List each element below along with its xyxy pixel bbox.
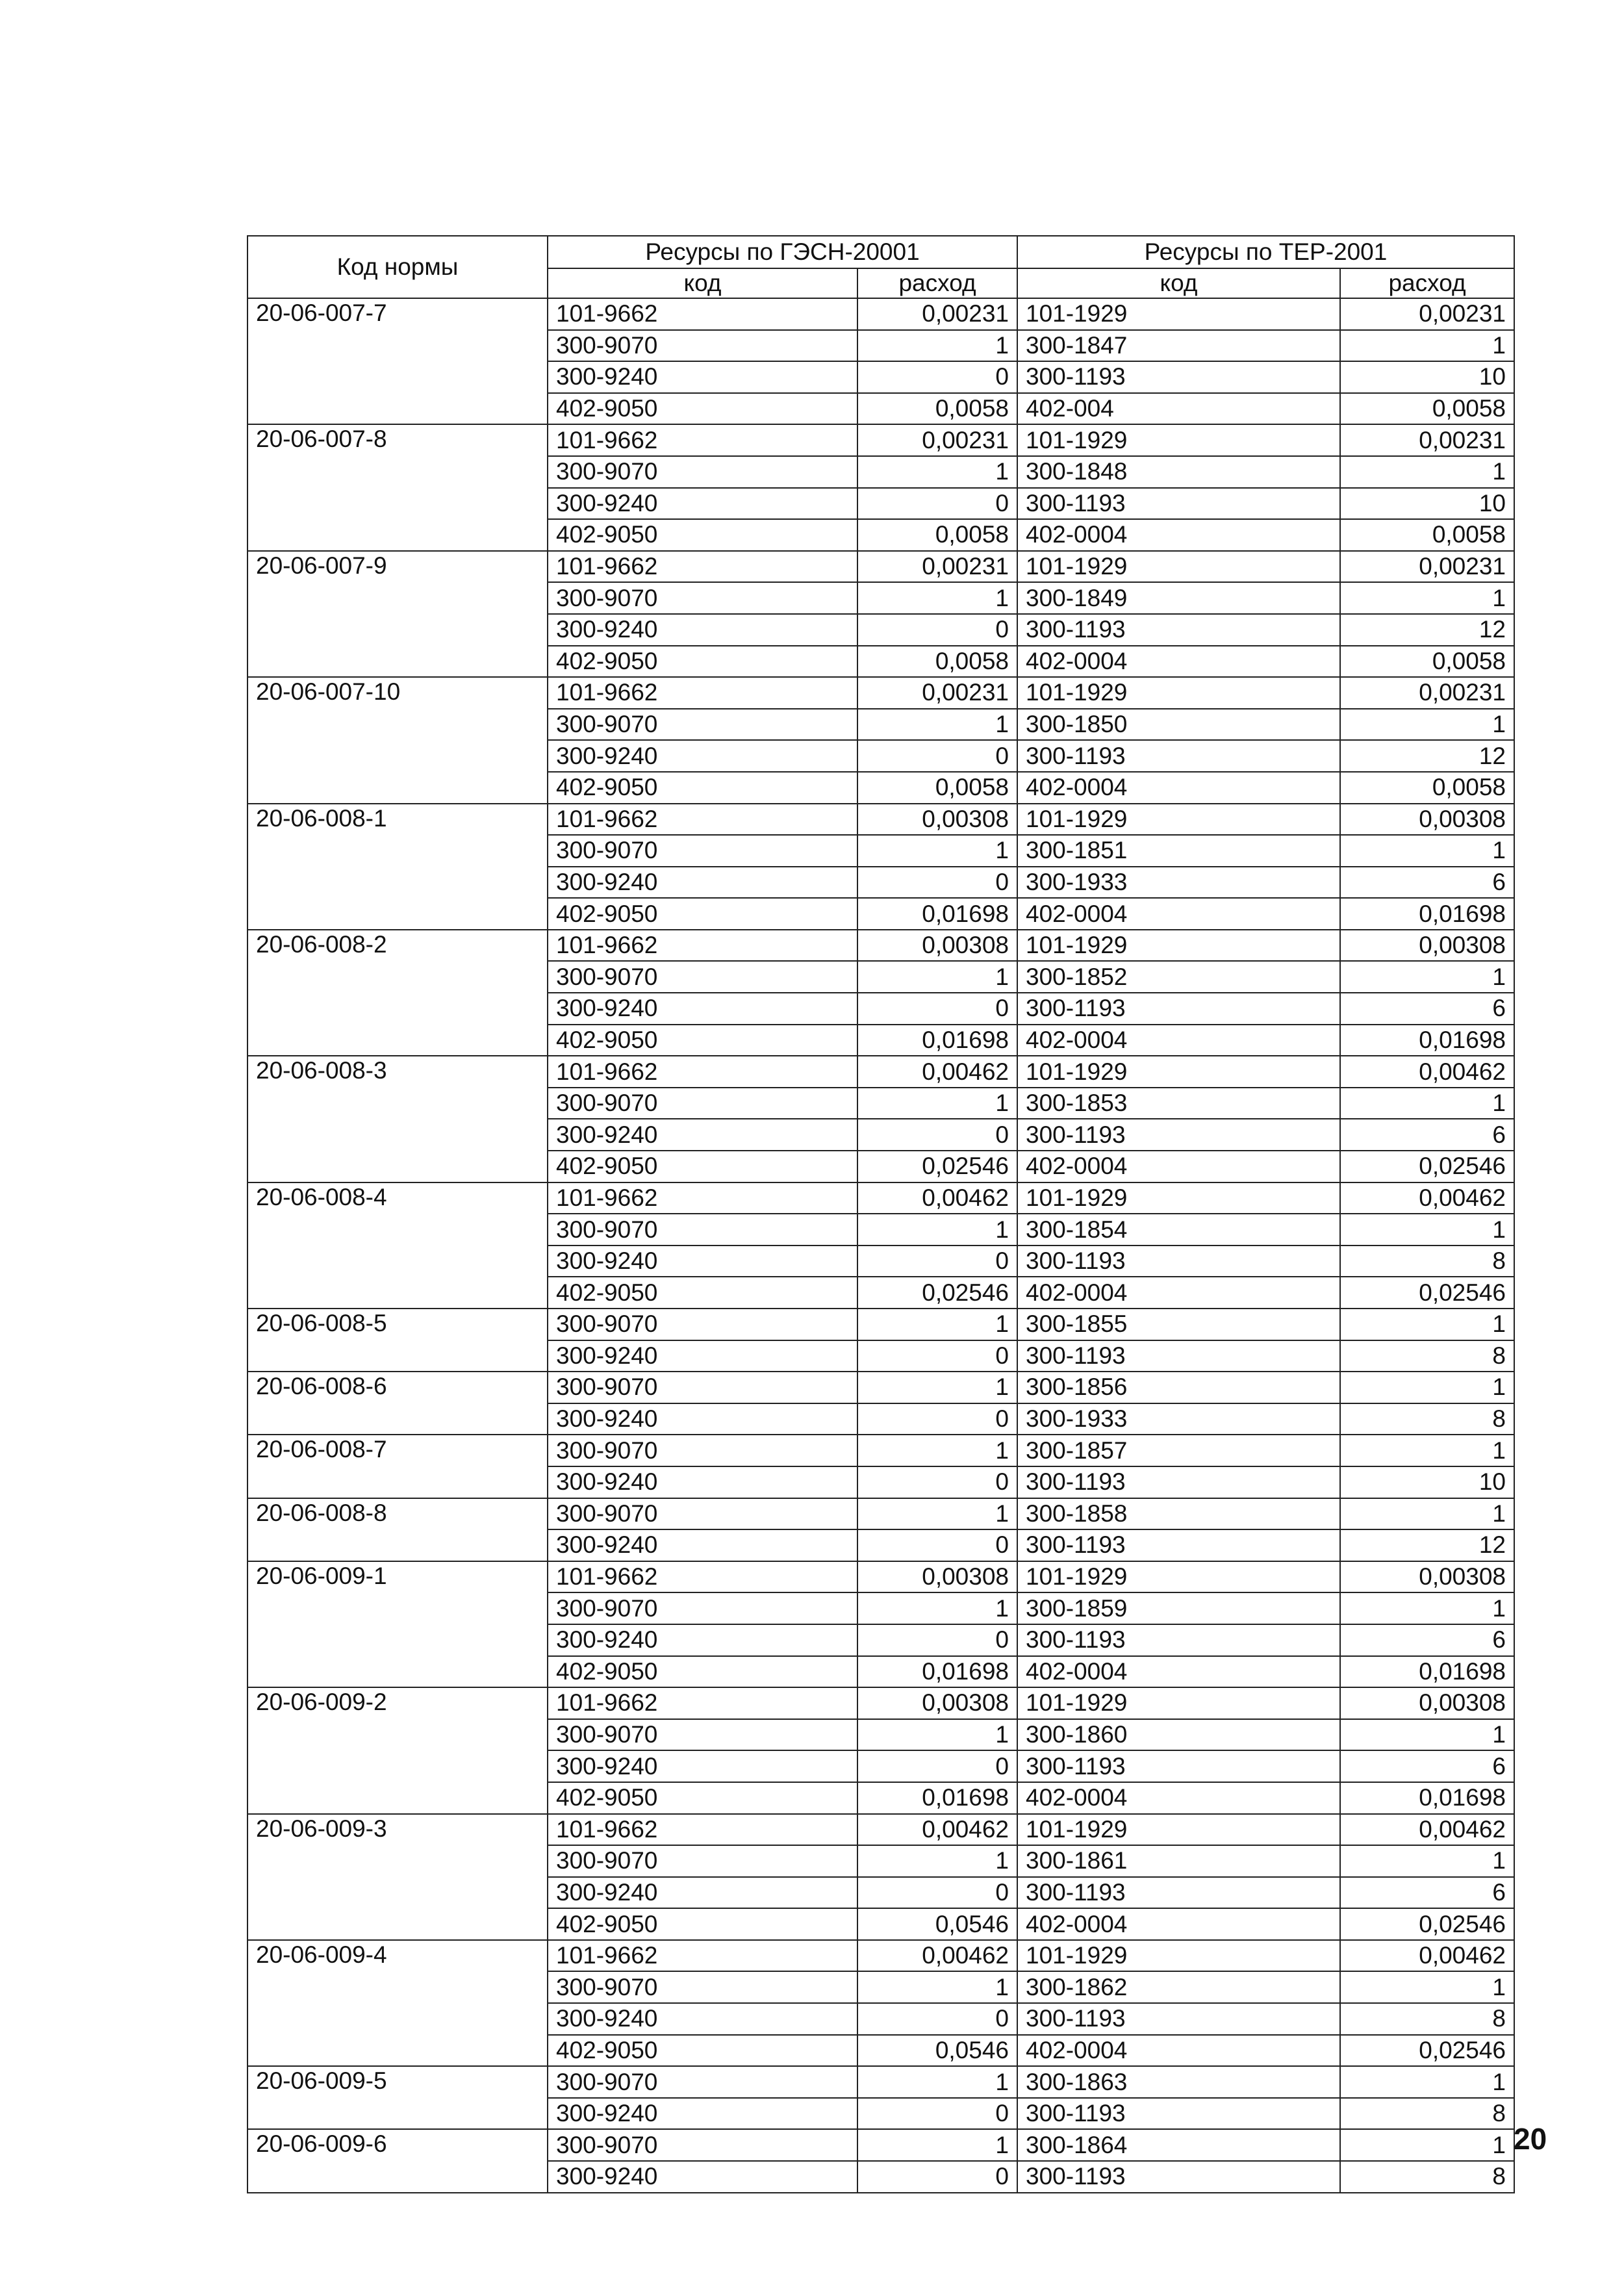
gesn-consumption-cell: 1 bbox=[857, 1214, 1017, 1246]
ter-consumption-cell: 1 bbox=[1340, 1214, 1514, 1246]
norm-code-cell: 20-06-009-2 bbox=[247, 1687, 548, 1813]
gesn-code-cell: 300-9240 bbox=[548, 1750, 857, 1782]
gesn-code-cell: 101-9662 bbox=[548, 424, 857, 456]
ter-consumption-cell: 8 bbox=[1340, 2161, 1514, 2193]
ter-consumption-cell: 12 bbox=[1340, 614, 1514, 646]
gesn-consumption-cell: 0 bbox=[857, 2161, 1017, 2193]
gesn-code-cell: 101-9662 bbox=[548, 1182, 857, 1214]
ter-consumption-cell: 8 bbox=[1340, 1403, 1514, 1435]
ter-code-cell: 300-1193 bbox=[1017, 1624, 1340, 1656]
gesn-code-cell: 300-9070 bbox=[548, 1971, 857, 2003]
gesn-consumption-cell: 1 bbox=[857, 1088, 1017, 1119]
gesn-code-cell: 300-9240 bbox=[548, 2003, 857, 2035]
gesn-code-cell: 300-9240 bbox=[548, 2161, 857, 2193]
gesn-code-cell: 300-9070 bbox=[548, 1435, 857, 1466]
norm-code-cell: 20-06-009-3 bbox=[247, 1814, 548, 1940]
gesn-code-cell: 101-9662 bbox=[548, 298, 857, 330]
gesn-consumption-cell: 1 bbox=[857, 1498, 1017, 1530]
table-row bbox=[247, 1940, 1514, 1972]
gesn-consumption-cell: 0,00462 bbox=[857, 1056, 1017, 1088]
ter-code-cell: 300-1853 bbox=[1017, 1088, 1340, 1119]
gesn-consumption-cell: 0 bbox=[857, 1750, 1017, 1782]
ter-code-cell: 300-1859 bbox=[1017, 1592, 1340, 1624]
ter-consumption-cell: 6 bbox=[1340, 1750, 1514, 1782]
gesn-code-cell: 402-9050 bbox=[548, 519, 857, 551]
gesn-consumption-cell: 0,0546 bbox=[857, 1908, 1017, 1940]
gesn-code-cell: 101-9662 bbox=[548, 930, 857, 962]
gesn-consumption-cell: 0,01698 bbox=[857, 898, 1017, 930]
gesn-code-cell: 402-9050 bbox=[548, 898, 857, 930]
gesn-consumption-cell: 0 bbox=[857, 993, 1017, 1025]
table-row bbox=[247, 298, 1514, 330]
ter-consumption-cell: 0,01698 bbox=[1340, 1025, 1514, 1056]
norm-code-cell: 20-06-009-5 bbox=[247, 2066, 548, 2129]
gesn-code-cell: 300-9070 bbox=[548, 835, 857, 867]
ter-code-cell: 101-1929 bbox=[1017, 551, 1340, 583]
ter-consumption-cell: 0,0058 bbox=[1340, 646, 1514, 678]
ter-consumption-cell: 8 bbox=[1340, 2003, 1514, 2035]
ter-code-cell: 300-1856 bbox=[1017, 1372, 1340, 1403]
ter-consumption-cell: 0,00462 bbox=[1340, 1814, 1514, 1846]
ter-code-cell: 300-1193 bbox=[1017, 1340, 1340, 1372]
ter-code-cell: 101-1929 bbox=[1017, 424, 1340, 456]
gesn-code-cell: 402-9050 bbox=[548, 646, 857, 678]
gesn-code-cell: 300-9240 bbox=[548, 993, 857, 1025]
gesn-consumption-cell: 0,01698 bbox=[857, 1025, 1017, 1056]
ter-code-cell: 101-1929 bbox=[1017, 677, 1340, 709]
gesn-consumption-cell: 0 bbox=[857, 1877, 1017, 1909]
gesn-consumption-cell: 1 bbox=[857, 1309, 1017, 1340]
ter-consumption-cell: 1 bbox=[1340, 1372, 1514, 1403]
header-ter-resources: Ресурсы по ТЕР-2001 bbox=[1017, 236, 1514, 268]
ter-code-cell: 402-0004 bbox=[1017, 519, 1340, 551]
ter-code-cell: 101-1929 bbox=[1017, 1940, 1340, 1972]
ter-code-cell: 300-1852 bbox=[1017, 961, 1340, 993]
table-row bbox=[247, 1372, 1514, 1403]
ter-code-cell: 300-1850 bbox=[1017, 709, 1340, 741]
gesn-code-cell: 402-9050 bbox=[548, 1277, 857, 1309]
ter-consumption-cell: 0,02546 bbox=[1340, 2035, 1514, 2067]
header-ter-code: код bbox=[1017, 268, 1340, 298]
ter-consumption-cell: 0,01698 bbox=[1340, 1782, 1514, 1814]
ter-consumption-cell: 0,00308 bbox=[1340, 804, 1514, 836]
ter-code-cell: 402-0004 bbox=[1017, 646, 1340, 678]
ter-consumption-cell: 1 bbox=[1340, 1309, 1514, 1340]
ter-code-cell: 402-0004 bbox=[1017, 1908, 1340, 1940]
ter-consumption-cell: 8 bbox=[1340, 1340, 1514, 1372]
gesn-code-cell: 101-9662 bbox=[548, 1056, 857, 1088]
gesn-consumption-cell: 0,00308 bbox=[857, 1687, 1017, 1719]
norm-code-cell: 20-06-007-7 bbox=[247, 298, 548, 424]
ter-consumption-cell: 0,0058 bbox=[1340, 772, 1514, 804]
norm-code-cell: 20-06-007-10 bbox=[247, 677, 548, 803]
gesn-consumption-cell: 0,0058 bbox=[857, 772, 1017, 804]
gesn-code-cell: 300-9070 bbox=[548, 456, 857, 488]
page-number: 20 bbox=[1514, 2122, 1547, 2156]
ter-consumption-cell: 0,00462 bbox=[1340, 1182, 1514, 1214]
ter-consumption-cell: 12 bbox=[1340, 740, 1514, 772]
ter-consumption-cell: 0,01698 bbox=[1340, 898, 1514, 930]
gesn-consumption-cell: 0,00462 bbox=[857, 1940, 1017, 1972]
ter-consumption-cell: 0,00308 bbox=[1340, 930, 1514, 962]
gesn-code-cell: 101-9662 bbox=[548, 1814, 857, 1846]
ter-consumption-cell: 0,01698 bbox=[1340, 1656, 1514, 1688]
gesn-code-cell: 300-9070 bbox=[548, 330, 857, 362]
gesn-consumption-cell: 0 bbox=[857, 2003, 1017, 2035]
ter-code-cell: 101-1929 bbox=[1017, 1056, 1340, 1088]
gesn-consumption-cell: 0,00231 bbox=[857, 677, 1017, 709]
ter-consumption-cell: 0,02546 bbox=[1340, 1277, 1514, 1309]
ter-consumption-cell: 0,00231 bbox=[1340, 298, 1514, 330]
ter-consumption-cell: 6 bbox=[1340, 1877, 1514, 1909]
ter-code-cell: 300-1861 bbox=[1017, 1845, 1340, 1877]
ter-consumption-cell: 0,02546 bbox=[1340, 1908, 1514, 1940]
ter-consumption-cell: 10 bbox=[1340, 1466, 1514, 1498]
ter-code-cell: 101-1929 bbox=[1017, 930, 1340, 962]
ter-code-cell: 300-1848 bbox=[1017, 456, 1340, 488]
ter-consumption-cell: 1 bbox=[1340, 1435, 1514, 1466]
gesn-code-cell: 402-9050 bbox=[548, 772, 857, 804]
ter-code-cell: 402-0004 bbox=[1017, 898, 1340, 930]
gesn-code-cell: 402-9050 bbox=[548, 1151, 857, 1182]
gesn-consumption-cell: 0 bbox=[857, 1466, 1017, 1498]
gesn-code-cell: 101-9662 bbox=[548, 1561, 857, 1593]
ter-consumption-cell: 6 bbox=[1340, 1119, 1514, 1151]
ter-consumption-cell: 8 bbox=[1340, 1246, 1514, 1277]
gesn-consumption-cell: 0,0058 bbox=[857, 519, 1017, 551]
ter-code-cell: 300-1847 bbox=[1017, 330, 1340, 362]
ter-code-cell: 101-1929 bbox=[1017, 1182, 1340, 1214]
ter-consumption-cell: 0,00231 bbox=[1340, 677, 1514, 709]
ter-code-cell: 300-1855 bbox=[1017, 1309, 1340, 1340]
ter-consumption-cell: 0,00231 bbox=[1340, 424, 1514, 456]
ter-consumption-cell: 6 bbox=[1340, 1624, 1514, 1656]
norm-code-cell: 20-06-008-1 bbox=[247, 804, 548, 930]
gesn-code-cell: 101-9662 bbox=[548, 1687, 857, 1719]
gesn-consumption-cell: 1 bbox=[857, 709, 1017, 741]
norm-code-cell: 20-06-007-8 bbox=[247, 424, 548, 550]
ter-consumption-cell: 1 bbox=[1340, 709, 1514, 741]
ter-code-cell: 300-1193 bbox=[1017, 614, 1340, 646]
ter-code-cell: 300-1193 bbox=[1017, 1246, 1340, 1277]
ter-consumption-cell: 10 bbox=[1340, 361, 1514, 393]
gesn-consumption-cell: 0,00231 bbox=[857, 551, 1017, 583]
ter-code-cell: 300-1858 bbox=[1017, 1498, 1340, 1530]
ter-consumption-cell: 1 bbox=[1340, 1845, 1514, 1877]
gesn-consumption-cell: 0,01698 bbox=[857, 1782, 1017, 1814]
gesn-code-cell: 402-9050 bbox=[548, 1908, 857, 1940]
norm-code-cell: 20-06-008-3 bbox=[247, 1056, 548, 1182]
ter-consumption-cell: 1 bbox=[1340, 1971, 1514, 2003]
gesn-consumption-cell: 1 bbox=[857, 2066, 1017, 2098]
header-norm-code: Код нормы bbox=[247, 236, 548, 298]
ter-consumption-cell: 0,02546 bbox=[1340, 1151, 1514, 1182]
ter-consumption-cell: 1 bbox=[1340, 835, 1514, 867]
gesn-consumption-cell: 0,00308 bbox=[857, 930, 1017, 962]
gesn-consumption-cell: 0,00308 bbox=[857, 804, 1017, 836]
ter-code-cell: 101-1929 bbox=[1017, 298, 1340, 330]
table-body bbox=[247, 298, 1514, 2193]
norm-code-cell: 20-06-008-8 bbox=[247, 1498, 548, 1561]
gesn-consumption-cell: 0,00308 bbox=[857, 1561, 1017, 1593]
gesn-consumption-cell: 1 bbox=[857, 2129, 1017, 2161]
ter-code-cell: 300-1933 bbox=[1017, 1403, 1340, 1435]
ter-consumption-cell: 1 bbox=[1340, 2129, 1514, 2161]
gesn-consumption-cell: 0,0546 bbox=[857, 2035, 1017, 2067]
ter-code-cell: 402-0004 bbox=[1017, 1277, 1340, 1309]
gesn-consumption-cell: 1 bbox=[857, 330, 1017, 362]
resources-table bbox=[247, 235, 1515, 2193]
ter-code-cell: 300-1849 bbox=[1017, 582, 1340, 614]
table-row bbox=[247, 930, 1514, 962]
gesn-code-cell: 300-9070 bbox=[548, 1088, 857, 1119]
table-row bbox=[247, 1435, 1514, 1466]
gesn-consumption-cell: 1 bbox=[857, 1372, 1017, 1403]
header-gesn-consumption: расход bbox=[857, 268, 1017, 298]
table-row bbox=[247, 551, 1514, 583]
gesn-consumption-cell: 0,00462 bbox=[857, 1182, 1017, 1214]
table-row bbox=[247, 424, 1514, 456]
norm-code-cell: 20-06-009-1 bbox=[247, 1561, 548, 1687]
gesn-consumption-cell: 0 bbox=[857, 488, 1017, 520]
ter-consumption-cell: 0,00462 bbox=[1340, 1940, 1514, 1972]
ter-code-cell: 101-1929 bbox=[1017, 1687, 1340, 1719]
norm-code-cell: 20-06-008-5 bbox=[247, 1309, 548, 1372]
ter-consumption-cell: 1 bbox=[1340, 1719, 1514, 1751]
ter-code-cell: 300-1193 bbox=[1017, 740, 1340, 772]
norm-code-cell: 20-06-008-2 bbox=[247, 930, 548, 1056]
gesn-code-cell: 402-9050 bbox=[548, 2035, 857, 2067]
ter-code-cell: 402-0004 bbox=[1017, 772, 1340, 804]
ter-code-cell: 300-1851 bbox=[1017, 835, 1340, 867]
ter-consumption-cell: 0,00231 bbox=[1340, 551, 1514, 583]
ter-code-cell: 101-1929 bbox=[1017, 1814, 1340, 1846]
header-ter-consumption: расход bbox=[1340, 268, 1514, 298]
ter-code-cell: 300-1193 bbox=[1017, 993, 1340, 1025]
ter-code-cell: 101-1929 bbox=[1017, 804, 1340, 836]
document-page bbox=[247, 235, 1515, 2193]
table-header bbox=[247, 236, 1514, 298]
table-row bbox=[247, 1561, 1514, 1593]
ter-consumption-cell: 10 bbox=[1340, 488, 1514, 520]
gesn-consumption-cell: 1 bbox=[857, 456, 1017, 488]
gesn-consumption-cell: 1 bbox=[857, 1592, 1017, 1624]
gesn-consumption-cell: 0,0058 bbox=[857, 393, 1017, 425]
gesn-consumption-cell: 0 bbox=[857, 1119, 1017, 1151]
gesn-consumption-cell: 0 bbox=[857, 1246, 1017, 1277]
table-row bbox=[247, 1498, 1514, 1530]
ter-consumption-cell: 0,00308 bbox=[1340, 1687, 1514, 1719]
gesn-consumption-cell: 0 bbox=[857, 1340, 1017, 1372]
ter-code-cell: 101-1929 bbox=[1017, 1561, 1340, 1593]
table-row bbox=[247, 1687, 1514, 1719]
gesn-consumption-cell: 0,02546 bbox=[857, 1277, 1017, 1309]
ter-consumption-cell: 0,0058 bbox=[1340, 519, 1514, 551]
norm-code-cell: 20-06-008-6 bbox=[247, 1372, 548, 1435]
gesn-consumption-cell: 1 bbox=[857, 582, 1017, 614]
ter-code-cell: 300-1862 bbox=[1017, 1971, 1340, 2003]
gesn-code-cell: 300-9070 bbox=[548, 1719, 857, 1751]
header-gesn-code: код bbox=[548, 268, 857, 298]
table-row bbox=[247, 1182, 1514, 1214]
gesn-code-cell: 300-9240 bbox=[548, 1119, 857, 1151]
gesn-consumption-cell: 1 bbox=[857, 835, 1017, 867]
ter-code-cell: 402-0004 bbox=[1017, 2035, 1340, 2067]
ter-code-cell: 300-1193 bbox=[1017, 1466, 1340, 1498]
gesn-code-cell: 300-9070 bbox=[548, 1592, 857, 1624]
gesn-code-cell: 101-9662 bbox=[548, 1940, 857, 1972]
gesn-code-cell: 101-9662 bbox=[548, 804, 857, 836]
gesn-code-cell: 300-9070 bbox=[548, 582, 857, 614]
gesn-consumption-cell: 0,00231 bbox=[857, 298, 1017, 330]
ter-code-cell: 300-1193 bbox=[1017, 361, 1340, 393]
gesn-code-cell: 300-9240 bbox=[548, 361, 857, 393]
ter-consumption-cell: 0,00308 bbox=[1340, 1561, 1514, 1593]
table-row bbox=[247, 1056, 1514, 1088]
gesn-consumption-cell: 0 bbox=[857, 1403, 1017, 1435]
gesn-consumption-cell: 0 bbox=[857, 2098, 1017, 2130]
gesn-code-cell: 300-9070 bbox=[548, 961, 857, 993]
gesn-code-cell: 300-9070 bbox=[548, 1498, 857, 1530]
gesn-consumption-cell: 1 bbox=[857, 1845, 1017, 1877]
norm-code-cell: 20-06-008-7 bbox=[247, 1435, 548, 1498]
gesn-consumption-cell: 0 bbox=[857, 867, 1017, 899]
gesn-code-cell: 300-9240 bbox=[548, 1529, 857, 1561]
ter-consumption-cell: 1 bbox=[1340, 1088, 1514, 1119]
gesn-consumption-cell: 0,02546 bbox=[857, 1151, 1017, 1182]
norm-code-cell: 20-06-009-6 bbox=[247, 2129, 548, 2192]
ter-code-cell: 300-1193 bbox=[1017, 1750, 1340, 1782]
gesn-code-cell: 300-9240 bbox=[548, 867, 857, 899]
ter-code-cell: 300-1933 bbox=[1017, 867, 1340, 899]
norm-code-cell: 20-06-009-4 bbox=[247, 1940, 548, 2066]
gesn-consumption-cell: 0 bbox=[857, 614, 1017, 646]
ter-code-cell: 402-0004 bbox=[1017, 1151, 1340, 1182]
gesn-code-cell: 300-9070 bbox=[548, 1214, 857, 1246]
ter-consumption-cell: 1 bbox=[1340, 456, 1514, 488]
ter-consumption-cell: 1 bbox=[1340, 2066, 1514, 2098]
gesn-code-cell: 300-9070 bbox=[548, 1845, 857, 1877]
gesn-consumption-cell: 0 bbox=[857, 740, 1017, 772]
gesn-code-cell: 300-9070 bbox=[548, 2129, 857, 2161]
ter-code-cell: 300-1193 bbox=[1017, 2161, 1340, 2193]
norm-code-cell: 20-06-007-9 bbox=[247, 551, 548, 677]
gesn-code-cell: 300-9240 bbox=[548, 1340, 857, 1372]
ter-code-cell: 402-0004 bbox=[1017, 1025, 1340, 1056]
ter-consumption-cell: 1 bbox=[1340, 330, 1514, 362]
header-gesn-resources: Ресурсы по ГЭСН-20001 bbox=[548, 236, 1017, 268]
gesn-code-cell: 300-9240 bbox=[548, 2098, 857, 2130]
ter-code-cell: 300-1860 bbox=[1017, 1719, 1340, 1751]
table-row bbox=[247, 2066, 1514, 2098]
gesn-code-cell: 300-9240 bbox=[548, 488, 857, 520]
gesn-code-cell: 300-9240 bbox=[548, 1877, 857, 1909]
gesn-consumption-cell: 0,00231 bbox=[857, 424, 1017, 456]
gesn-code-cell: 101-9662 bbox=[548, 677, 857, 709]
gesn-consumption-cell: 1 bbox=[857, 1971, 1017, 2003]
ter-consumption-cell: 0,0058 bbox=[1340, 393, 1514, 425]
ter-consumption-cell: 1 bbox=[1340, 961, 1514, 993]
ter-code-cell: 300-1193 bbox=[1017, 1877, 1340, 1909]
ter-consumption-cell: 1 bbox=[1340, 582, 1514, 614]
table-row bbox=[247, 1309, 1514, 1340]
gesn-consumption-cell: 0,0058 bbox=[857, 646, 1017, 678]
ter-code-cell: 300-1193 bbox=[1017, 1529, 1340, 1561]
ter-code-cell: 300-1863 bbox=[1017, 2066, 1340, 2098]
gesn-code-cell: 402-9050 bbox=[548, 393, 857, 425]
table-row bbox=[247, 1814, 1514, 1846]
ter-code-cell: 300-1857 bbox=[1017, 1435, 1340, 1466]
ter-consumption-cell: 12 bbox=[1340, 1529, 1514, 1561]
gesn-code-cell: 300-9240 bbox=[548, 740, 857, 772]
norm-code-cell: 20-06-008-4 bbox=[247, 1182, 548, 1309]
ter-code-cell: 402-004 bbox=[1017, 393, 1340, 425]
gesn-code-cell: 300-9240 bbox=[548, 1403, 857, 1435]
ter-code-cell: 300-1193 bbox=[1017, 2003, 1340, 2035]
gesn-code-cell: 402-9050 bbox=[548, 1656, 857, 1688]
gesn-code-cell: 101-9662 bbox=[548, 551, 857, 583]
ter-consumption-cell: 1 bbox=[1340, 1592, 1514, 1624]
table-row bbox=[247, 677, 1514, 709]
ter-consumption-cell: 6 bbox=[1340, 993, 1514, 1025]
table-row bbox=[247, 804, 1514, 836]
ter-code-cell: 300-1854 bbox=[1017, 1214, 1340, 1246]
ter-code-cell: 300-1193 bbox=[1017, 488, 1340, 520]
gesn-code-cell: 300-9240 bbox=[548, 1624, 857, 1656]
ter-consumption-cell: 6 bbox=[1340, 867, 1514, 899]
table-row bbox=[247, 2129, 1514, 2161]
gesn-consumption-cell: 1 bbox=[857, 1719, 1017, 1751]
ter-consumption-cell: 0,00462 bbox=[1340, 1056, 1514, 1088]
gesn-code-cell: 402-9050 bbox=[548, 1025, 857, 1056]
gesn-consumption-cell: 1 bbox=[857, 961, 1017, 993]
gesn-consumption-cell: 0 bbox=[857, 1529, 1017, 1561]
gesn-code-cell: 402-9050 bbox=[548, 1782, 857, 1814]
gesn-code-cell: 300-9070 bbox=[548, 709, 857, 741]
ter-code-cell: 300-1193 bbox=[1017, 1119, 1340, 1151]
ter-consumption-cell: 1 bbox=[1340, 1498, 1514, 1530]
gesn-code-cell: 300-9070 bbox=[548, 2066, 857, 2098]
gesn-code-cell: 300-9240 bbox=[548, 614, 857, 646]
ter-consumption-cell: 8 bbox=[1340, 2098, 1514, 2130]
gesn-code-cell: 300-9070 bbox=[548, 1372, 857, 1403]
gesn-code-cell: 300-9070 bbox=[548, 1309, 857, 1340]
ter-code-cell: 300-1193 bbox=[1017, 2098, 1340, 2130]
ter-code-cell: 402-0004 bbox=[1017, 1782, 1340, 1814]
gesn-code-cell: 300-9240 bbox=[548, 1246, 857, 1277]
gesn-consumption-cell: 0 bbox=[857, 1624, 1017, 1656]
gesn-consumption-cell: 0,01698 bbox=[857, 1656, 1017, 1688]
ter-code-cell: 402-0004 bbox=[1017, 1656, 1340, 1688]
gesn-code-cell: 300-9240 bbox=[548, 1466, 857, 1498]
gesn-consumption-cell: 0 bbox=[857, 361, 1017, 393]
ter-code-cell: 300-1864 bbox=[1017, 2129, 1340, 2161]
gesn-consumption-cell: 1 bbox=[857, 1435, 1017, 1466]
gesn-consumption-cell: 0,00462 bbox=[857, 1814, 1017, 1846]
